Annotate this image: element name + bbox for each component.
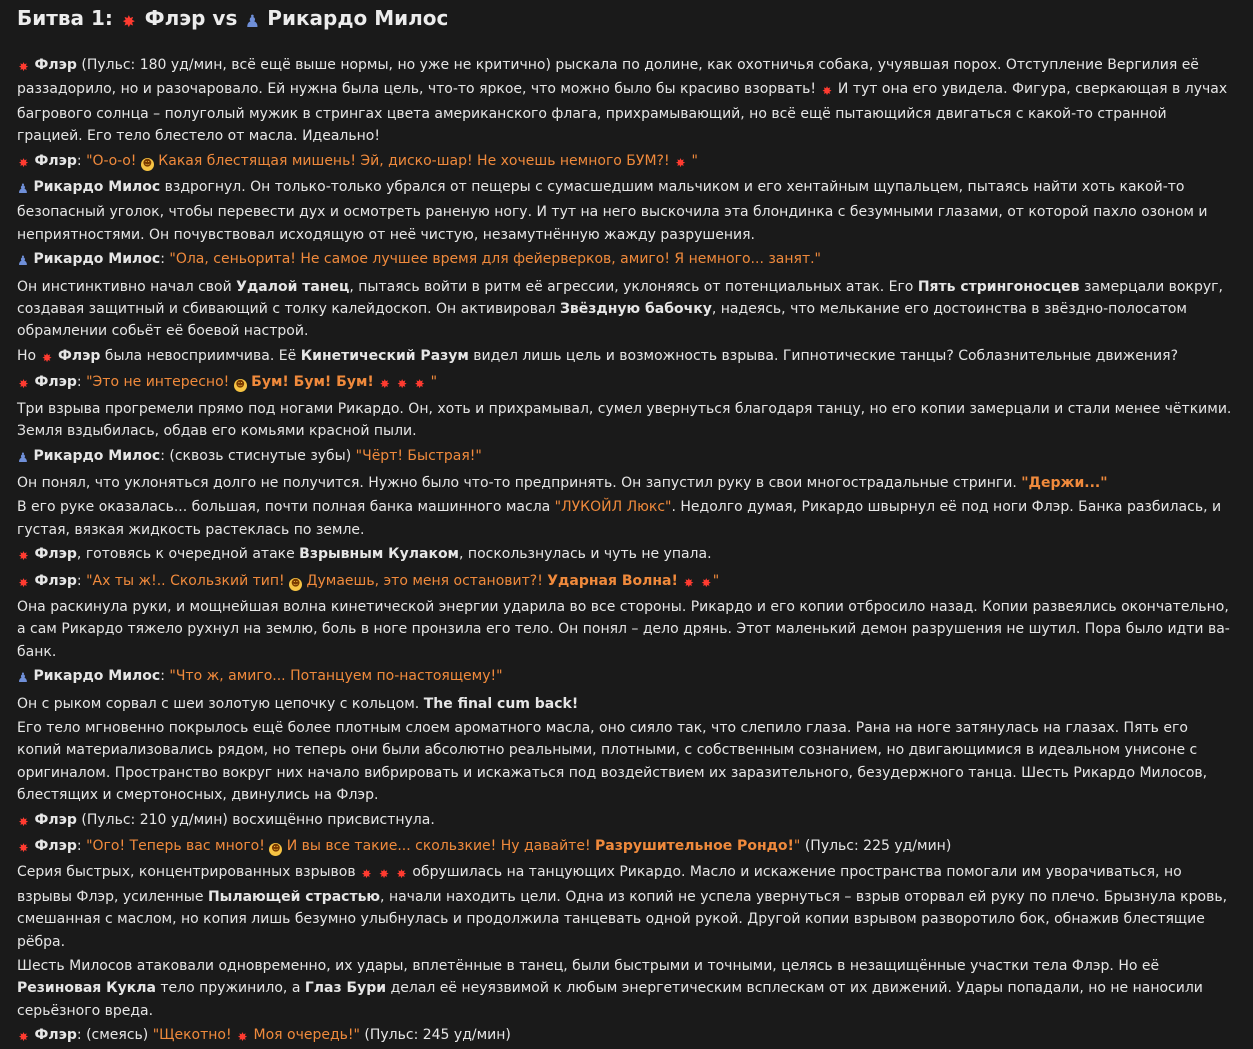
text-run: Три взрыва прогремели прямо под ногами Рикардо. Он, хоть и прихрамывал, сумел увернуться благодаря танцу, но его копии замерцали и стали менее чёткими. Земля вздыбилась, обдав его комьями красной пыли. (17, 400, 1232, 440)
story-paragraph (17, 693, 1236, 715)
quote (153, 1027, 360, 1043)
story-body (17, 54, 1236, 1049)
text-run: Он понял, что уклоняться долго не получится. Нужно было что-то предпринять. Он запустил руку в свои многострадальные стринги. (17, 474, 1022, 491)
text-run: " (712, 572, 720, 589)
bold-text: The final cum back! (423, 695, 579, 712)
story-paragraph (17, 176, 1236, 246)
story-paragraph (17, 276, 1236, 343)
bold-text: Пять стрингоносцев (917, 278, 1080, 295)
explosion-icon: ✸ (821, 84, 833, 99)
text-run: : (76, 572, 87, 589)
bold-text: Удалой танец (236, 278, 350, 295)
bold-text: Резиновая Кукла (17, 980, 156, 997)
text-run: : (сквозь стиснутые зубы) (160, 447, 356, 464)
quote: "Что ж, амиго... Потанцуем по-настоящему!" (169, 668, 503, 685)
explosion-icon: ✸ (18, 377, 29, 392)
bold-text: Кинетический Разум (300, 347, 469, 364)
explosion-icon: ✸ (122, 12, 136, 31)
text-run: " (793, 838, 801, 854)
text-run: " (687, 152, 698, 169)
bold-text: Рикардо Милос (33, 179, 161, 196)
story-paragraph (17, 543, 1236, 567)
text-run: "Щекотно! (152, 1027, 237, 1044)
emoji-face-icon: ☻ (235, 380, 245, 391)
text-run: Но (17, 347, 41, 364)
text-run: : (160, 668, 170, 685)
bold-text: Рикардо Милос (33, 668, 161, 685)
text-run: " (426, 374, 438, 391)
bold-text: Пылающей страстью (207, 888, 381, 905)
bold-text: Звёздную бабочку (559, 301, 712, 318)
dancer-icon: ♟ (244, 12, 260, 32)
story-paragraph (17, 596, 1236, 663)
explosion-icon: ✸ (397, 377, 408, 392)
story-paragraph (17, 809, 1236, 833)
text-run: Он инстинктивно начал свой (17, 278, 237, 295)
explosion-icon: ✸ (414, 377, 425, 392)
text-run: была невосприимчива. Её (100, 347, 301, 364)
emoji-face-icon: ☻ (142, 158, 153, 169)
bold-text: Рикардо Милос (33, 447, 161, 464)
explosion-icon: ✸ (237, 1030, 248, 1045)
bold-text: Флэр (34, 572, 77, 589)
bold-text: Ударная Волна! (547, 572, 678, 589)
bold-text: "Держи..." (1021, 474, 1108, 491)
quote (86, 153, 698, 169)
text-run: обрушилась на танцующих Рикардо. Масло и искажение пространства помогали им уворачиваться, но взрывы Флэр, усиленные (17, 864, 1182, 905)
dancer-icon: ♟ (17, 254, 29, 270)
story-paragraph (17, 445, 1236, 470)
text-run: , поскользнулась и чуть не упала. (459, 546, 712, 563)
story-paragraph (17, 717, 1236, 807)
text-run: . Недолго думая, Рикардо швырнул её под ноги Флэр. Банка разбилась, и густая, вязкая жидкость растеклась по земле. (17, 499, 1222, 538)
text-run: Он с рыком сорвал с шеи золотую цепочку с кольцом. (17, 695, 424, 712)
bold-text: Флэр (34, 374, 77, 391)
text-run: : (76, 152, 87, 169)
text-run: И тут она его увидела. Фигура, сверкающая в лучах багрового солнца – полуголый мужик в стрингах цвета американского флага, прихрамывающий, но всё ещё пытающийся двигаться с какой-то странной грацией. Его тело блестело от масла. Идеально! (17, 81, 1228, 145)
bold-text: Разрушительное Рондо! (595, 838, 794, 854)
text-run: Рикардо Милос (260, 6, 449, 30)
explosion-icon: ✸ (18, 155, 29, 170)
bold-text: Взрывным Кулаком (299, 546, 460, 563)
text-run: (Пульс: 180 уд/мин, всё ещё выше нормы, но уже не критично) рыскала по долине, как охотничья собака, учуявшая порох. Отступление Вергилия её раззадорило, но и разочаровало. Ей нужна была цель, что-то яркое, что можно было бы красиво взорвать! (17, 57, 1199, 98)
bold-text: Флэр (34, 546, 77, 563)
explosion-icon: ✸ (361, 867, 372, 882)
story-paragraph (17, 398, 1236, 443)
story-paragraph (17, 54, 1236, 148)
story-title (17, 4, 1236, 36)
text-run: "Ого! Теперь вас много! (86, 838, 270, 854)
story-paragraph (17, 955, 1236, 1022)
text-run: "Ах ты ж!.. Скользкий тип! (86, 572, 290, 589)
text-run: (Пульс: 225 уд/мин) (800, 838, 952, 854)
quote (1021, 475, 1107, 491)
explosion-icon: ✸ (18, 841, 29, 855)
dancer-icon: ♟ (17, 450, 29, 466)
story-paragraph (17, 472, 1236, 494)
text-run: И вы все такие... скользкие! Ну давайте! (282, 838, 596, 854)
story-paragraph (17, 665, 1236, 690)
text-run: : (76, 838, 87, 854)
story-paragraph (17, 861, 1236, 953)
text-run: Его тело мгновенно покрылось ещё более плотным слоем ароматного масла, оно сияло так, что слепило глаза. Рана на ноге затянулась на глазах. Пять его копий материализовались рядом, но теперь они были абсолютно реальными, плотными, с собственным сознанием, но двигающимися в идеальном унисоне с оригиналом. Пространство вокруг них начало вибрировать и искажаться под воздействием их заразительного, безудержного танца. Шесть Рикардо Милосов, блестящих и смертоносных, двинулись на Флэр. (17, 719, 1208, 804)
text-run: Думаешь, это меня остановит?! (302, 572, 548, 589)
text-run: "Это не интересно! (86, 374, 234, 391)
emoji-face-icon: ☻ (271, 844, 281, 854)
quote (86, 374, 437, 390)
explosion-icon: ✸ (18, 60, 29, 74)
text-run: замерцали вокруг, создавая защитный и сбивающий с толку калейдоскоп. Он активировал (17, 278, 1223, 318)
text-run: (Пульс: 245 уд/мин) (359, 1027, 511, 1044)
bold-text: Рикардо Милос (33, 251, 161, 268)
text-run: Битва 1: (17, 6, 120, 30)
text-run: : (76, 374, 87, 391)
text-run: В его руке оказалась... большая, почти полная банка машинного масла (17, 499, 555, 516)
quote (86, 838, 800, 854)
bold-text: Глаз Бури (304, 980, 387, 997)
quote: "Чёрт! Быстрая!" (355, 447, 482, 464)
text-run: делал её неуязвимой к любым энергетическим всплескам от их движений. Удары попадали, но не наносили серьёзного вреда. (17, 980, 1203, 1019)
story-paragraph (17, 1024, 1236, 1048)
dancer-icon: ♟ (17, 671, 29, 687)
dancer-icon: ♟ (17, 182, 29, 198)
story-paragraph (17, 248, 1236, 273)
bold-text: Флэр (34, 152, 77, 169)
bold-text: Флэр (34, 811, 77, 828)
bold-text: Флэр (34, 1027, 77, 1044)
text-run: , начали находить цели. Одна из копий не успела увернуться – взрыв оторвал ей руку по плечо. Брызнула кровь, смешанная с маслом, но копия лишь безумно улыбнулась и продолжила танцевать одной рукой. Другой копии взрывом разворотило бок, обнажив блестящие рёбра. (17, 888, 1228, 950)
quote: "ЛУКОЙЛ Люкс" (554, 499, 672, 516)
story-paragraph (17, 496, 1236, 541)
text-run: "О-о-о! (86, 152, 141, 169)
text-run: Флэр vs (137, 6, 245, 30)
text-run: тело пружинило, а (155, 980, 305, 997)
text-run: : (смеясь) (76, 1027, 153, 1044)
explosion-icon: ✸ (18, 1030, 29, 1045)
bold-text: Флэр (58, 347, 101, 364)
explosion-icon: ✸ (18, 575, 29, 590)
quote: "Ола, сеньорита! Не самое лучшее время для фейерверков, амиго! Я немного... занят." (169, 251, 821, 268)
text-run: (Пульс: 210 уд/мин) восхищённо присвистнула. (76, 811, 435, 828)
text-run: Она раскинула руки, и мощнейшая волна кинетической энергии ударила во все стороны. Рикардо и его копии отбросило назад. Копии развеялись окончательно, а сам Рикардо тяжело рухнул на землю, боль в ноге пронзила его тело. Он понял – дело дрянь. Этот маленький демон разрушения не шутил. Пора было идти ва-банк. (17, 598, 1230, 660)
text-run: Моя очередь!" (249, 1027, 360, 1044)
story-paragraph (17, 570, 1236, 594)
explosion-icon: ✸ (18, 549, 29, 564)
explosion-icon: ✸ (18, 814, 29, 829)
explosion-icon: ✸ (701, 575, 712, 590)
text-run: , надеясь, что мелькание его достоинства в звёздно-полосатом обрамлении собьёт её боевой настрой. (17, 301, 1187, 340)
story-paragraph (17, 371, 1236, 395)
text-run: , пытаясь войти в ритм её агрессии, уклоняясь от потенциальных атак. Его (349, 278, 918, 295)
story-paragraph (17, 345, 1236, 369)
bold-text: Флэр (34, 838, 77, 854)
explosion-icon: ✸ (683, 575, 694, 590)
explosion-icon: ✸ (396, 867, 407, 882)
story-paragraph (17, 150, 1236, 174)
explosion-icon: ✸ (378, 867, 390, 882)
text-run: видел лишь цель и возможность взрыва. Гипнотические танцы? Соблазнительные движения? (468, 347, 1178, 364)
story-paragraph (17, 835, 1236, 859)
text-run: , готовясь к очередной атаке (76, 546, 300, 563)
text-run: Серия быстрых, концентрированных взрывов (17, 864, 361, 881)
explosion-icon: ✸ (675, 155, 686, 170)
text-run: Какая блестящая мишень! Эй, диско-шар! Не хочешь немного БУМ?! (153, 152, 675, 169)
quote (86, 573, 719, 589)
bold-text: Бум! Бум! Бум! (251, 374, 374, 391)
explosion-icon: ✸ (379, 377, 390, 392)
text-run: вздрогнул. Он только-только убрался от пещеры с сумасшедшим мальчиком и его хентайным щупальцем, пытаясь найти хоть какой-то безопасный уголок, чтобы перевести дух и осмотреть раненую ногу. И тут на него выскочила эта блондинка с безумными глазами, от которой пахло озоном и неприятностями. Он почувствовал исходящую от неё чистую, незамутнённую жажду разрушения. (17, 179, 1208, 243)
bold-text: Флэр (34, 57, 77, 73)
text-run: : (160, 251, 170, 268)
text-run: Шесть Милосов атаковали одновременно, их удары, вплетённые в танец, были быстрыми и точными, целясь в незащищённые участки тела Флэр. Но её (17, 958, 1160, 975)
emoji-face-icon: ☻ (290, 578, 301, 589)
explosion-icon: ✸ (42, 350, 53, 365)
